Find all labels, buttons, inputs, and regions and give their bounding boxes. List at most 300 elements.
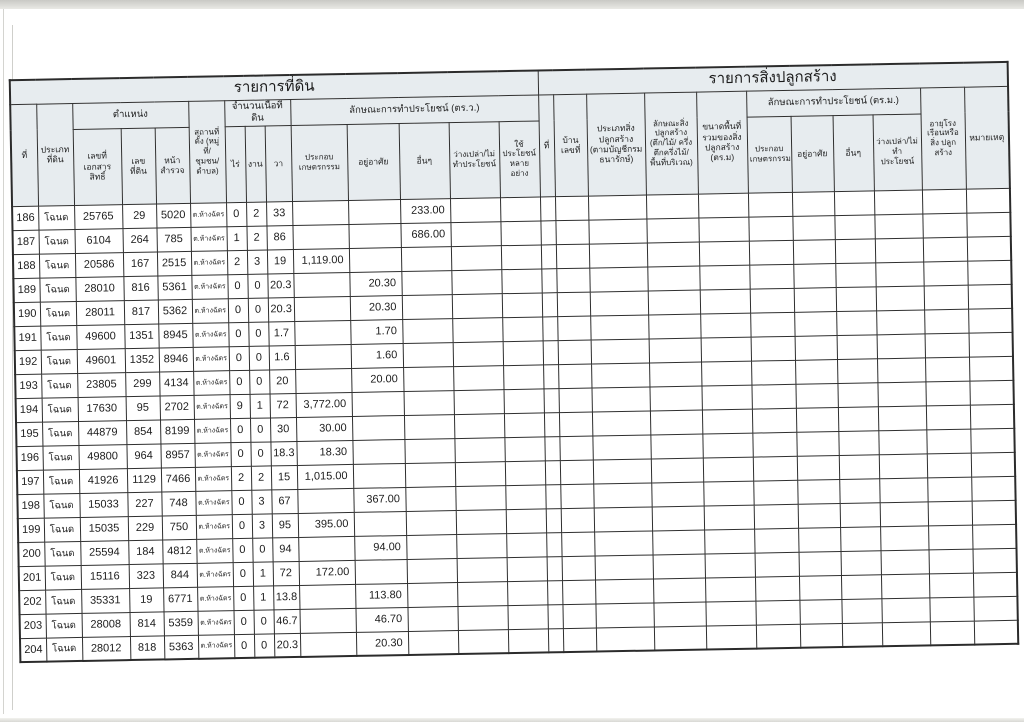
cell-wa: 94 (272, 537, 298, 561)
cell-land-vacant (456, 509, 506, 534)
cell-building-area (705, 577, 755, 602)
cell-building-character (646, 218, 698, 243)
cell-land-type: โฉนด (46, 613, 82, 638)
cell-building-character (652, 506, 704, 531)
cell-land-type: โฉนด (39, 277, 75, 302)
cell-survey-page: 2515 (157, 251, 191, 276)
cell-building-type (590, 315, 648, 340)
col-header-land-other: อื่นๆ (399, 122, 450, 199)
cell-land-other (404, 438, 454, 463)
cell-land-agriculture: 30.00 (296, 416, 352, 441)
cell-building-age (927, 477, 971, 502)
cell-house-no (558, 340, 591, 365)
cell-land-agriculture (297, 488, 353, 513)
cell-building-vacant (877, 357, 925, 382)
cell-building-age (924, 309, 968, 334)
cell-doc-no: 49601 (77, 348, 125, 373)
cell-rai: 0 (228, 298, 248, 322)
cell-building-no (541, 268, 556, 292)
cell-building-character (647, 242, 699, 267)
cell-building-type (588, 195, 646, 220)
col-header-land-no: ที่ (10, 104, 38, 206)
cell-no: 195 (16, 422, 42, 446)
cell-building-agriculture (751, 336, 795, 361)
cell-house-no (562, 556, 595, 581)
cell-building-no (543, 340, 558, 364)
cell-remark (973, 548, 1017, 573)
cell-parcel-no: 818 (130, 635, 164, 660)
cell-wa: 18.3 (270, 441, 296, 465)
cell-parcel-no: 29 (122, 204, 156, 229)
cell-location: ต.ห้างฉัตร (191, 274, 227, 299)
land-and-building-table (9, 61, 1020, 663)
cell-building-no (541, 244, 556, 268)
cell-house-no (559, 388, 592, 413)
cell-land-agriculture (294, 320, 350, 345)
cell-building-vacant (882, 621, 930, 646)
cell-ngan: 2 (251, 465, 271, 489)
cell-building-age (922, 213, 966, 238)
cell-rai: 0 (227, 274, 247, 298)
cell-land-agriculture (299, 608, 355, 633)
cell-land-vacant (453, 365, 503, 390)
cell-no: 194 (16, 398, 42, 422)
cell-building-agriculture (749, 240, 793, 265)
cell-building-character (650, 386, 702, 411)
cell-building-no (546, 532, 561, 556)
col-header-land-type: ประเภทที่ดิน (36, 103, 74, 206)
cell-land-residential: 94.00 (354, 535, 406, 560)
cell-building-character (649, 362, 701, 387)
cell-building-residential (797, 479, 839, 504)
col-header-land-vacant: ว่างเปล่า/ไม่ทำประโยชน์ (449, 121, 500, 198)
cell-wa: 20 (269, 369, 295, 393)
cell-building-age (925, 381, 969, 406)
cell-land-vacant (450, 221, 500, 246)
cell-land-residential: 20.30 (350, 295, 402, 320)
cell-land-agriculture: 172.00 (299, 560, 355, 585)
cell-building-residential (793, 239, 835, 264)
cell-ngan: 3 (252, 513, 272, 537)
cell-land-type: โฉนด (45, 589, 81, 614)
cell-location: ต.ห้างฉัตร (195, 466, 231, 491)
cell-building-residential (796, 407, 838, 432)
cell-house-no (557, 292, 590, 317)
col-header-remark: หมายเหตุ (964, 86, 1010, 189)
cell-parcel-no: 964 (126, 443, 160, 468)
cell-land-vacant (455, 461, 505, 486)
cell-parcel-no: 264 (122, 228, 156, 253)
cell-building-residential (798, 527, 840, 552)
cell-building-residential (795, 383, 837, 408)
cell-land-multi-use (500, 196, 540, 221)
cell-land-type: โฉนด (38, 205, 74, 230)
cell-building-age (926, 429, 970, 454)
cell-parcel-no: 184 (128, 539, 162, 564)
cell-building-residential (794, 287, 836, 312)
cell-remark (972, 524, 1016, 549)
cell-location: ต.ห้างฉัตร (198, 634, 234, 659)
cell-land-other (404, 390, 454, 415)
col-header-building-other: อื่นๆ (833, 114, 874, 191)
cell-building-area (699, 241, 749, 266)
cell-house-no (562, 604, 595, 629)
cell-land-multi-use (507, 556, 547, 581)
cell-land-other (403, 366, 453, 391)
cell-building-vacant (874, 189, 922, 214)
col-header-building-type: ประเภทสิ่งปลูกสร้าง (ตามบัญชีกรมธนารักษ์) (586, 93, 646, 196)
cell-building-other (834, 214, 874, 239)
cell-land-vacant (457, 557, 507, 582)
cell-land-agriculture (292, 200, 348, 225)
cell-remark (972, 500, 1016, 525)
cell-building-type (594, 530, 652, 555)
cell-building-other (841, 550, 881, 575)
cell-parcel-no: 816 (123, 276, 157, 301)
cell-building-vacant (877, 333, 925, 358)
cell-land-residential: 367.00 (353, 487, 405, 512)
cell-building-age (929, 573, 973, 598)
cell-land-agriculture: 18.30 (296, 440, 352, 465)
col-header-wa: วา (265, 125, 292, 201)
cell-survey-page: 5362 (158, 299, 192, 324)
cell-building-residential (792, 215, 834, 240)
cell-land-residential (349, 247, 401, 272)
cell-no: 201 (19, 566, 45, 590)
cell-house-no (556, 268, 589, 293)
building-section-title: รายการสิ่งปลูกสร้าง (538, 62, 1008, 95)
cell-land-residential: 113.80 (355, 583, 407, 608)
cell-building-residential (794, 311, 836, 336)
col-group-land-area: จำนวนเนื้อที่ดิน (224, 99, 290, 126)
cell-building-agriculture (756, 624, 800, 649)
table-body (12, 188, 1018, 662)
cell-land-multi-use (502, 316, 542, 341)
cell-no: 193 (15, 374, 41, 398)
col-header-building-age: อายุโรงเรือนหรือสิ่ง ปลูกสร้าง (920, 87, 966, 190)
cell-building-no (544, 436, 559, 460)
cell-land-other (405, 486, 455, 511)
cell-ngan: 3 (251, 489, 271, 513)
cell-building-area (705, 601, 755, 626)
cell-parcel-no: 814 (130, 611, 164, 636)
cell-building-type (592, 410, 650, 435)
cell-house-no (561, 532, 594, 557)
cell-building-vacant (876, 285, 924, 310)
cell-building-character (653, 602, 705, 627)
cell-land-residential: 20.30 (356, 631, 408, 656)
cell-building-character (650, 434, 702, 459)
cell-rai: 0 (232, 514, 252, 538)
cell-ngan: 2 (246, 201, 266, 225)
cell-parcel-no: 817 (124, 299, 158, 324)
scan-edge-left (3, 9, 4, 714)
cell-doc-no: 44879 (78, 420, 126, 445)
cell-building-no (544, 388, 559, 412)
cell-building-no (544, 412, 559, 436)
cell-building-other (836, 286, 876, 311)
cell-building-type (591, 339, 649, 364)
cell-land-vacant (452, 317, 502, 342)
cell-doc-no: 28010 (75, 276, 123, 301)
cell-wa: 33 (266, 201, 292, 225)
cell-land-multi-use (507, 580, 547, 605)
cell-land-vacant (454, 437, 504, 462)
cell-ngan: 3 (247, 249, 267, 273)
cell-wa: 86 (266, 225, 292, 249)
table-header (10, 62, 1010, 206)
cell-land-residential (353, 463, 405, 488)
cell-land-type: โฉนด (40, 301, 76, 326)
cell-building-type (591, 363, 649, 388)
col-header-ngan: งาน (245, 126, 266, 202)
cell-building-type (593, 458, 651, 483)
cell-building-residential (798, 503, 840, 528)
col-header-parcel-no: เลขที่ดิน (121, 128, 156, 205)
cell-rai: 0 (233, 586, 253, 610)
cell-rai: 1 (226, 226, 246, 250)
cell-building-agriculture (754, 528, 798, 553)
cell-land-agriculture (299, 584, 355, 609)
cell-parcel-no: 323 (129, 563, 163, 588)
cell-building-no (546, 508, 561, 532)
cell-land-other (407, 606, 457, 631)
cell-no: 196 (16, 446, 42, 470)
cell-building-vacant (881, 597, 929, 622)
cell-building-other (834, 190, 874, 215)
cell-land-other (404, 414, 454, 439)
cell-building-other (838, 430, 878, 455)
cell-remark (974, 620, 1018, 645)
cell-building-other (835, 238, 875, 263)
cell-ngan: 1 (253, 585, 273, 609)
cell-survey-page: 785 (156, 227, 190, 252)
cell-land-agriculture (294, 296, 350, 321)
cell-wa: 19 (267, 249, 293, 273)
cell-building-agriculture (751, 384, 795, 409)
cell-land-residential: 46.70 (355, 607, 407, 632)
cell-land-multi-use (500, 220, 540, 245)
cell-land-vacant (454, 413, 504, 438)
cell-remark (971, 452, 1015, 477)
cell-wa: 1.7 (268, 321, 294, 345)
cell-building-area (700, 313, 750, 338)
cell-building-residential (796, 431, 838, 456)
cell-building-other (841, 598, 881, 623)
cell-location: ต.ห้างฉัตร (190, 202, 226, 227)
col-header-building-area: ขนาดพื้นที่รวมของสิ่งปลูกสร้าง (ตร.ม) (696, 91, 748, 194)
cell-land-other (403, 342, 453, 367)
cell-doc-no: 49600 (76, 324, 124, 349)
cell-land-vacant (451, 269, 501, 294)
cell-land-other: 686.00 (400, 222, 450, 247)
land-section-title: รายการที่ดิน (10, 70, 538, 104)
cell-no: 200 (18, 542, 44, 566)
cell-parcel-no: 19 (129, 587, 163, 612)
cell-remark (968, 308, 1012, 333)
cell-building-character (650, 410, 702, 435)
cell-building-vacant (880, 501, 928, 526)
cell-land-type: โฉนด (46, 637, 82, 662)
cell-location: ต.ห้างฉัตร (196, 514, 232, 539)
cell-building-vacant (881, 573, 929, 598)
cell-land-residential (348, 199, 400, 224)
cell-land-vacant (453, 341, 503, 366)
cell-doc-no: 15035 (80, 516, 128, 541)
col-group-building-use: ลักษณะการทำประโยชน์ (ตร.ม.) (746, 87, 920, 116)
cell-building-no (542, 316, 557, 340)
cell-building-area (700, 289, 750, 314)
cell-location: ต.ห้างฉัตร (194, 394, 230, 419)
cell-doc-no: 23805 (77, 372, 125, 397)
cell-land-residential: 1.60 (351, 343, 403, 368)
cell-land-other: 233.00 (400, 198, 450, 223)
scan-edge-bottom (0, 718, 1024, 722)
cell-building-no (540, 220, 555, 244)
cell-land-type: โฉนด (42, 421, 78, 446)
cell-doc-no: 15116 (81, 564, 129, 589)
cell-land-agriculture (292, 224, 348, 249)
cell-land-multi-use (501, 244, 541, 269)
cell-doc-no: 28012 (82, 636, 130, 661)
cell-remark (966, 188, 1010, 213)
cell-ngan: 0 (250, 441, 270, 465)
cell-land-type: โฉนด (39, 253, 75, 278)
col-header-location: สถานที่ตั้ง (หมู่ที่/ชุมชน/ตำบล) (188, 100, 226, 203)
cell-rai: 2 (231, 466, 251, 490)
cell-land-vacant (452, 293, 502, 318)
cell-wa: 15 (271, 465, 297, 489)
cell-land-agriculture: 1,015.00 (297, 464, 353, 489)
cell-ngan: 0 (253, 609, 273, 633)
cell-building-other (840, 526, 880, 551)
cell-land-multi-use (504, 412, 544, 437)
cell-ngan: 0 (247, 273, 267, 297)
cell-building-vacant (879, 453, 927, 478)
cell-land-vacant (455, 485, 505, 510)
col-header-building-residential: อยู่อาศัย (791, 115, 834, 192)
cell-no: 191 (14, 326, 40, 350)
cell-rai: 0 (233, 562, 253, 586)
cell-building-age (928, 525, 972, 550)
cell-house-no (560, 484, 593, 509)
cell-doc-no: 28011 (76, 300, 124, 325)
cell-no: 198 (17, 494, 43, 518)
cell-building-type (588, 219, 646, 244)
cell-remark (969, 380, 1013, 405)
cell-building-age (926, 405, 970, 430)
cell-building-area (702, 433, 752, 458)
cell-land-other (406, 510, 456, 535)
cell-building-no (545, 460, 560, 484)
cell-building-type (589, 267, 647, 292)
cell-survey-page: 748 (161, 491, 195, 516)
cell-land-residential (355, 559, 407, 584)
cell-parcel-no: 1351 (124, 323, 158, 348)
col-header-survey-page: หน้าสำรวจ (155, 127, 190, 204)
cell-building-type (596, 626, 654, 651)
cell-rai: 0 (226, 202, 246, 226)
cell-parcel-no: 227 (127, 491, 161, 516)
cell-survey-page: 6771 (163, 587, 197, 612)
cell-land-other (407, 558, 457, 583)
cell-no: 197 (17, 470, 43, 494)
cell-wa: 95 (272, 513, 298, 537)
cell-building-other (837, 334, 877, 359)
cell-building-agriculture (755, 552, 799, 577)
cell-no: 190 (14, 302, 40, 326)
cell-building-type (592, 387, 650, 412)
cell-land-vacant (451, 245, 501, 270)
cell-building-agriculture (752, 432, 796, 457)
cell-ngan: 1 (253, 561, 273, 585)
cell-building-type (593, 482, 651, 507)
cell-land-residential (348, 223, 400, 248)
cell-building-vacant (876, 309, 924, 334)
cell-land-type: โฉนด (40, 325, 76, 350)
cell-land-vacant (458, 629, 508, 654)
cell-doc-no: 6104 (74, 228, 122, 253)
cell-building-residential (795, 335, 837, 360)
cell-building-age (922, 189, 966, 214)
cell-wa: 67 (271, 489, 297, 513)
cell-land-residential (352, 391, 404, 416)
cell-building-agriculture (750, 288, 794, 313)
cell-building-area (704, 505, 754, 530)
cell-building-no (543, 364, 558, 388)
cell-location: ต.ห้างฉัตร (194, 442, 230, 467)
cell-wa: 30 (270, 417, 296, 441)
col-header-building-agriculture: ประกอบเกษตรกรรม (747, 116, 792, 193)
cell-doc-no: 20586 (75, 252, 123, 277)
cell-location: ต.ห้างฉัตร (190, 226, 226, 251)
cell-building-character (653, 578, 705, 603)
cell-land-agriculture (300, 632, 356, 657)
cell-wa: 20.3 (268, 297, 294, 321)
cell-building-residential (799, 551, 841, 576)
cell-land-agriculture: 3,772.00 (296, 392, 352, 417)
cell-land-other (401, 270, 451, 295)
cell-building-age (929, 549, 973, 574)
cell-ngan: 0 (248, 321, 268, 345)
cell-building-area (701, 361, 751, 386)
col-group-position: ตำแหน่ง (72, 101, 188, 129)
cell-remark (973, 596, 1017, 621)
cell-building-type (595, 578, 653, 603)
cell-building-vacant (875, 237, 923, 262)
cell-building-character (646, 194, 698, 219)
cell-building-other (839, 478, 879, 503)
cell-building-area (698, 193, 748, 218)
cell-building-area (703, 457, 753, 482)
cell-remark (966, 212, 1010, 237)
cell-building-residential (792, 191, 834, 216)
cell-location: ต.ห้างฉัตร (193, 346, 229, 371)
cell-survey-page: 8946 (159, 347, 193, 372)
cell-land-other (406, 534, 456, 559)
cell-ngan: 0 (249, 345, 269, 369)
cell-building-residential (793, 263, 835, 288)
cell-building-residential (799, 575, 841, 600)
cell-building-no (542, 292, 557, 316)
cell-building-area (701, 337, 751, 362)
cell-building-character (651, 482, 703, 507)
cell-wa: 20.3 (274, 633, 300, 657)
cell-doc-no: 17630 (78, 396, 126, 421)
cell-land-type: โฉนด (43, 469, 79, 494)
cell-house-no (558, 364, 591, 389)
cell-survey-page: 5361 (157, 275, 191, 300)
